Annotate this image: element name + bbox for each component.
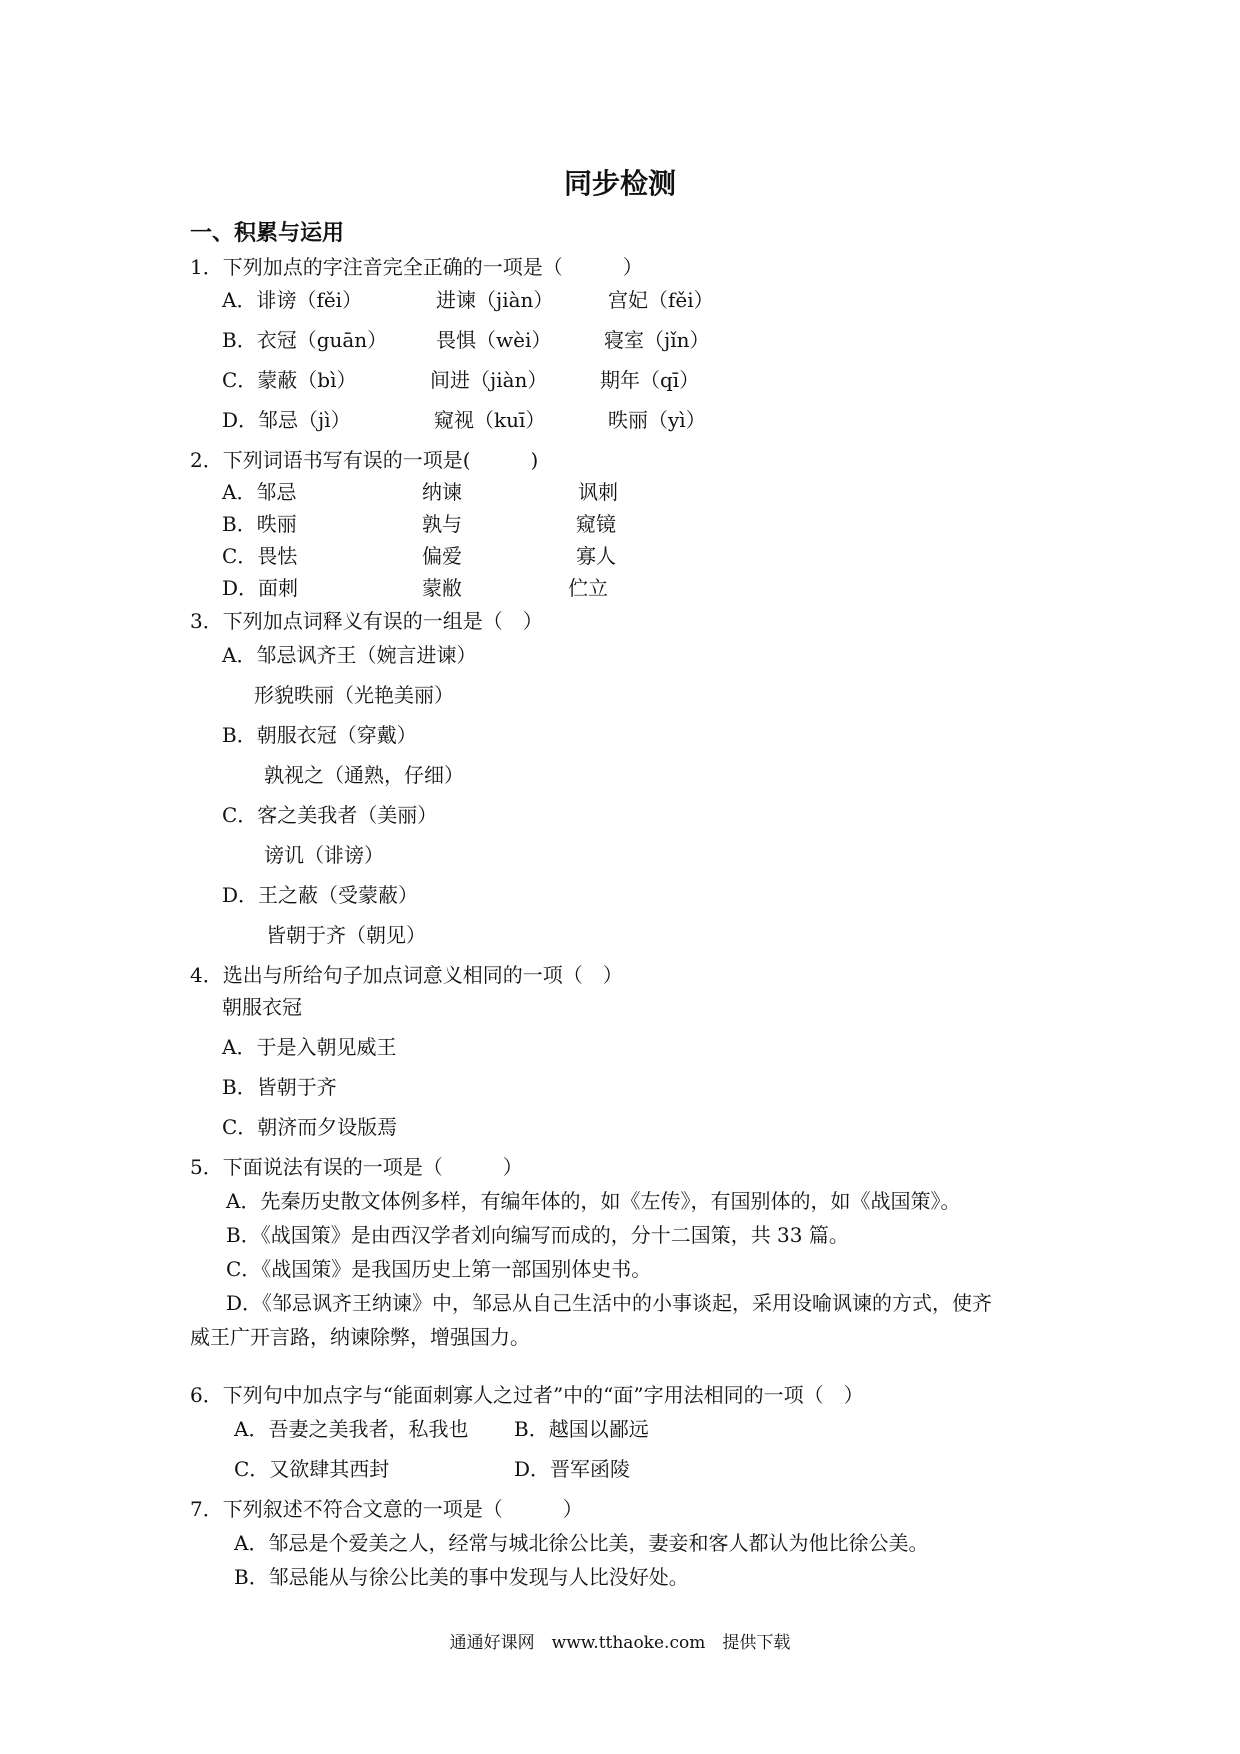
- q6-option-b: B．越国以鄙远: [514, 1417, 649, 1441]
- q3-option-c-line1: C．客之美我者（美丽）: [222, 803, 438, 827]
- q2-option-c-3: 寡人: [576, 544, 616, 568]
- q5-option-d-line2: 威王广开言路，纳谏除弊，增强国力。: [190, 1325, 530, 1349]
- page-title: 同步检测: [563, 167, 676, 200]
- q1-option-a-3: 宫妃（fěi）: [608, 288, 714, 312]
- q2-option-c-1: C．畏怯: [222, 544, 298, 568]
- q5-option-b: B．《战国策》是由西汉学者刘向编写而成的，分十二国策，共 33 篇。: [226, 1223, 849, 1247]
- q2-option-d-2: 蒙敝: [422, 576, 462, 600]
- q1-option-c-3: 期年（qī）: [600, 368, 700, 392]
- q4-stem: 4．选出与所给句子加点词意义相同的一项（ ）: [190, 963, 623, 987]
- q3-option-d-line2: 皆朝于齐（朝见）: [266, 923, 426, 947]
- q1-option-a-2: 进谏（jiàn）: [436, 288, 554, 312]
- q1-option-a-1: A．诽谤（fěi）: [222, 288, 363, 312]
- q4-option-a: A．于是入朝见威王: [222, 1035, 397, 1059]
- q4-option-c: C．朝济而夕设版焉: [222, 1115, 398, 1139]
- q6-option-a: A．吾妻之美我者，私我也: [234, 1417, 469, 1441]
- q2-option-b-1: B．昳丽: [222, 512, 297, 536]
- q1-option-b-3: 寝室（jǐn）: [604, 328, 710, 352]
- q6-stem: 6．下列句中加点字与“能面刺寡人之过者”中的“面”字用法相同的一项（ ）: [190, 1383, 864, 1407]
- q2-stem: 2．下列词语书写有误的一项是( ): [190, 448, 539, 472]
- q3-option-b-line1: B．朝服衣冠（穿戴）: [222, 723, 417, 747]
- q1-option-c-2: 间进（jiàn）: [430, 368, 548, 392]
- q7-option-a: A．邹忌是个爱美之人，经常与城北徐公比美，妻妾和客人都认为他比徐公美。: [234, 1531, 929, 1555]
- q1-option-d-3: 昳丽（yì）: [608, 408, 706, 432]
- q4-given-sentence: 朝服衣冠: [222, 995, 302, 1019]
- q6-option-c: C．又欲肆其西封: [234, 1457, 390, 1481]
- q1-option-b-1: B．衣冠（guān）: [222, 328, 388, 352]
- q1-stem: 1．下列加点的字注音完全正确的一项是（ ）: [190, 255, 643, 279]
- q3-option-c-line2: 谤讥（诽谤）: [264, 843, 384, 867]
- q2-option-d-3: 伫立: [568, 576, 608, 600]
- q1-option-d-2: 窥视（kuī）: [434, 408, 546, 432]
- page-footer: 通通好课网 www.tthaoke.com 提供下载: [449, 1633, 791, 1653]
- q2-option-a-2: 纳谏: [422, 480, 462, 504]
- q5-option-a: A．先秦历史散文体例多样，有编年体的，如《左传》，有国别体的，如《战国策》。: [226, 1189, 961, 1213]
- q6-option-d: D．晋军函陵: [514, 1457, 631, 1481]
- q5-option-d-line1: D．《邹忌讽齐王纳谏》中，邹忌从自己生活中的小事谈起，采用设喻讽谏的方式，使齐: [226, 1291, 993, 1315]
- q3-option-a-line1: A．邹忌讽齐王（婉言进谏）: [222, 643, 477, 667]
- q1-option-c-1: C．蒙蔽（bì）: [222, 368, 357, 392]
- q2-option-b-3: 窥镜: [576, 512, 616, 536]
- q3-option-d-line1: D．王之蔽（受蒙蔽）: [222, 883, 419, 907]
- section-heading: 一、积累与运用: [190, 221, 345, 246]
- q3-stem: 3．下列加点词释义有误的一组是（ ）: [190, 609, 543, 633]
- q3-option-b-line2: 孰视之（通熟，仔细）: [264, 763, 464, 787]
- q3-option-a-line2: 形貌昳丽（光艳美丽）: [254, 683, 454, 707]
- q1-option-b-2: 畏惧（wèi）: [436, 328, 552, 352]
- q5-stem: 5．下面说法有误的一项是（ ）: [190, 1155, 523, 1179]
- q2-option-c-2: 偏爱: [422, 544, 462, 568]
- q4-option-b: B．皆朝于齐: [222, 1075, 337, 1099]
- q2-option-a-3: 讽刺: [578, 480, 618, 504]
- q5-option-c: C．《战国策》是我国历史上第一部国别体史书。: [226, 1257, 652, 1281]
- q2-option-d-1: D．面刺: [222, 576, 299, 600]
- q2-option-b-2: 孰与: [422, 512, 462, 536]
- q7-stem: 7．下列叙述不符合文意的一项是（ ）: [190, 1497, 583, 1521]
- q1-option-d-1: D．邹忌（jì）: [222, 408, 351, 432]
- q2-option-a-1: A．邹忌: [222, 480, 297, 504]
- q7-option-b: B．邹忌能从与徐公比美的事中发现与人比没好处。: [234, 1565, 689, 1589]
